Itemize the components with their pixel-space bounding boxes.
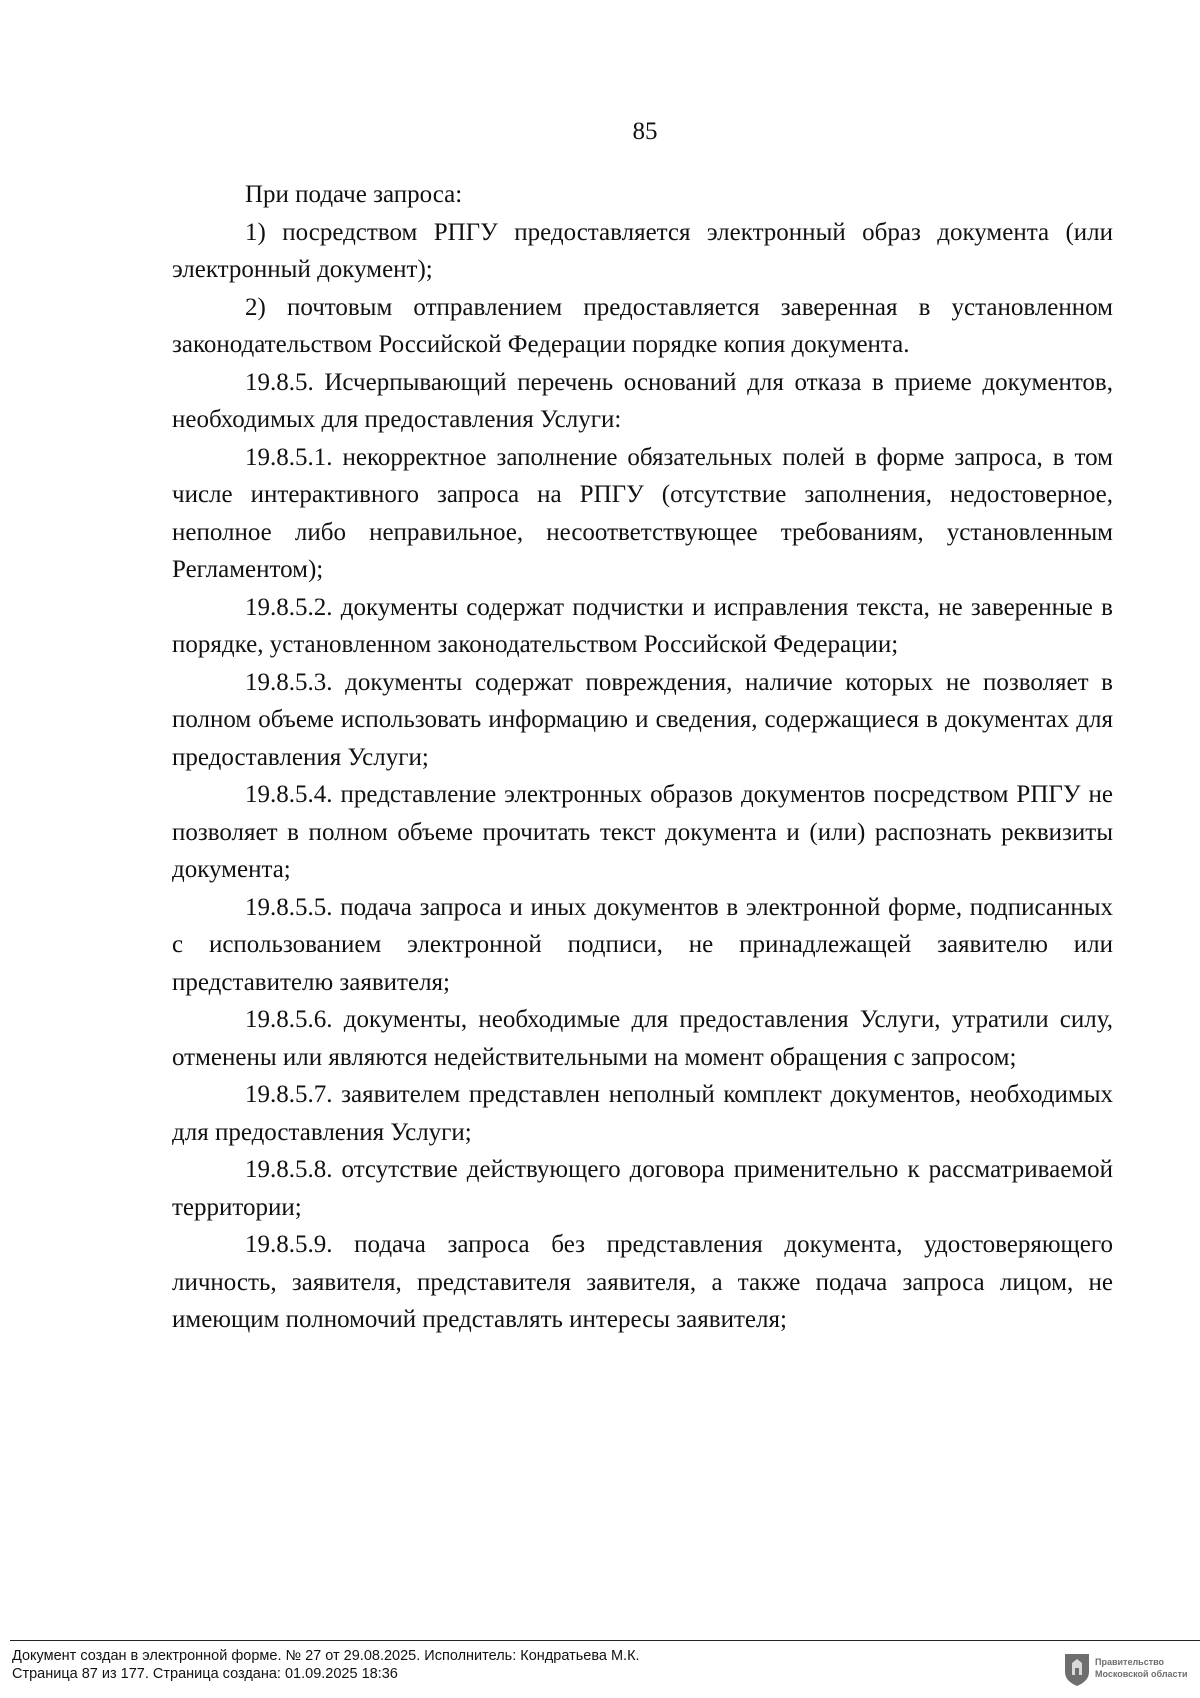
- paragraph-19-8-5: 19.8.5. Исчерпывающий перечень оснований для отказа в приеме документов, необходимых для предоставления Услуги:: [172, 368, 1113, 433]
- footer-info: [12, 1647, 1032, 1683]
- document-body: [172, 176, 1113, 1339]
- paragraph-19-8-5-1: 19.8.5.1. некорректное заполнение обязательных полей в форме запроса, в том числе интерактивного запроса на РПГУ (отсутствие заполнения, недостоверное, неполное либо неправильное, несоответствующее требованиям, установленным Регламентом);: [172, 443, 1113, 583]
- paragraph-19-8-5-6: 19.8.5.6. документы, необходимые для предоставления Услуги, утратили силу, отменены или являются недействительными на момент обращения с запросом;: [172, 1006, 1113, 1071]
- paragraph-intro: При подаче запроса:: [245, 181, 463, 208]
- moscow-region-government-emblem-icon: [1062, 1648, 1194, 1688]
- paragraph-19-8-5-3: 19.8.5.3. документы содержат повреждения, наличие которых не позволяет в полном объеме использовать информацию и сведения, содержащиеся в документах для предоставления Услуги;: [172, 668, 1113, 771]
- footer-page-info: Страница 87 из 177. Страница создана: 01.09.2025 18:36: [12, 1666, 398, 1682]
- logo-text-line2: Московской области: [1095, 1669, 1188, 1679]
- footer-divider: [10, 1640, 1200, 1641]
- paragraph-19-8-5-8: 19.8.5.8. отсутствие действующего договора применительно к рассматриваемой территории;: [172, 1156, 1113, 1221]
- paragraph-19-8-5-4: 19.8.5.4. представление электронных образов документов посредством РПГУ не позволяет в полном объеме прочитать текст документа и (или) распознать реквизиты документа;: [172, 781, 1113, 883]
- paragraph-item-2: 2) почтовым отправлением предоставляется заверенная в установленном законодательством Российской Федерации порядке копия документа.: [172, 293, 1113, 358]
- paragraph-19-8-5-9: 19.8.5.9. подача запроса без представления документа, удостоверяющего личность, заявителя, представителя заявителя, а также подача запроса лицом, не имеющим полномочий представлять интересы заявителя;: [172, 1231, 1113, 1333]
- paragraph-19-8-5-2: 19.8.5.2. документы содержат подчистки и исправления текста, не заверенные в порядке, установленном законодательством Российской Федерации;: [172, 593, 1113, 658]
- paragraph-item-1: 1) посредством РПГУ предоставляется электронный образ документа (или электронный документ);: [172, 218, 1113, 283]
- logo-text-line1: Правительство: [1095, 1657, 1165, 1667]
- footer-document-info: Документ создан в электронной форме. № 27 от 29.08.2025. Исполнитель: Кондратьева М.К.: [12, 1648, 640, 1664]
- paragraph-19-8-5-7: 19.8.5.7. заявителем представлен неполный комплект документов, необходимых для предоставления Услуги;: [172, 1081, 1113, 1146]
- page-number: 85: [632, 118, 658, 145]
- paragraph-19-8-5-5: 19.8.5.5. подача запроса и иных документов в электронной форме, подписанных с использованием электронной подписи, не принадлежащей заявителю или представителю заявителя;: [172, 893, 1113, 996]
